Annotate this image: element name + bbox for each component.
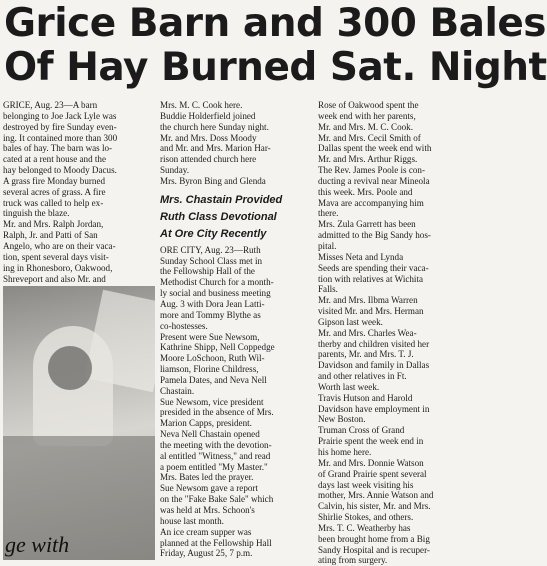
text-line: Mrs. Zula Garrett has been: [318, 219, 416, 230]
text-line: Shirlie Stokes, and others.: [318, 512, 414, 523]
text-line: Mrs. Byron Bing and Glenda: [160, 175, 266, 186]
text-line: and other relatives in Ft.: [318, 371, 407, 382]
headline-line-2: Of Hay Burned Sat. Night: [4, 45, 547, 90]
text-line: Pamela Dates, and Neva Nell: [160, 374, 267, 385]
text-line: Neva Nell Chastain opened: [160, 429, 260, 440]
text-line: Truman Cross of Grand: [318, 425, 405, 436]
news-photo: [3, 286, 155, 560]
text-line: Rose of Oakwood spent the: [318, 100, 419, 110]
text-line: A grass fire Monday burned: [3, 175, 106, 186]
text-line: the meeting with the devotion-: [160, 439, 272, 450]
text-line: bales of hay. The barn was lo-: [3, 143, 113, 154]
text-line: Buddie Holderfield joined: [160, 110, 256, 121]
text-line: Kathrine Shipp, Nell Coppedge: [160, 342, 275, 353]
text-line: Prairie spent the week end in: [318, 436, 424, 447]
text-line: been brought home from a Big: [318, 533, 430, 544]
text-line: on the "Fake Bake Sale" which: [160, 494, 274, 505]
article-column-3: [318, 100, 471, 566]
subheadline-line-1: Mrs. Chastain Provided: [160, 193, 283, 206]
text-line: ORE CITY, Aug. 23—Ruth: [160, 244, 261, 255]
text-line: Worth last week.: [318, 381, 380, 392]
text-line: An ice cream supper was: [160, 526, 252, 537]
text-line: a poem entitled "My Master.": [160, 461, 268, 472]
text-line: Mr. and Mrs. Cecil Smith of: [318, 132, 421, 143]
article-column-1: [3, 100, 151, 284]
text-line: belonging to Joe Jack Lyle was: [3, 110, 117, 121]
text-line: Mr. and Mrs. Doss Moody: [160, 132, 257, 143]
text-line: the Fellowship Hall of the: [160, 266, 255, 277]
text-line: Misses Neta and Lynda: [318, 251, 404, 262]
text-line: Sandy Hospital and is recuper-: [318, 544, 430, 555]
text-line: Calvin, his sister, Mr. and Mrs.: [318, 501, 431, 512]
text-line: his home here.: [318, 447, 372, 457]
text-line: truck was called to help ex-: [3, 197, 104, 208]
text-line: Mrs. Bates led the prayer.: [160, 472, 254, 483]
text-line: and Mr. and Mrs. Marion Har-: [160, 143, 271, 154]
text-line: there.: [318, 208, 339, 219]
text-line: ating from surgery.: [318, 555, 388, 566]
subheadline-line-2: Ruth Class Devotional: [160, 210, 277, 223]
text-line: therby and children visited her: [318, 338, 430, 349]
photo-caption: ge with: [5, 532, 70, 557]
text-line: Mr. and Mrs. Ilbma Warren: [318, 295, 418, 306]
text-line: was held at Mrs. Schoon's: [160, 505, 255, 515]
text-line: presided in the absence of Mrs.: [160, 407, 274, 418]
text-line: Marion Capps, president.: [160, 418, 252, 429]
text-line: Present were Sue Newsom,: [160, 331, 260, 342]
text-line: Davidson have employment in: [318, 403, 430, 414]
text-line: liamson, Florine Childress,: [160, 364, 259, 375]
article-column-2: [160, 100, 312, 559]
text-line: Davidson and family in Dallas: [318, 360, 430, 371]
text-line: Aug. 3 with Dora Jean Latti-: [160, 298, 265, 309]
text-line: tinguish the blaze.: [3, 208, 70, 219]
photo-figure-head: [48, 346, 92, 390]
text-line: Sue Newsom, vice president: [160, 396, 264, 407]
text-line: Travis Hutson and Harold: [318, 392, 413, 403]
text-line: The Rev. James Poole is con-: [318, 165, 425, 176]
text-line: Sunday School Class met in: [160, 255, 263, 266]
text-line: ing in Rhonesboro, Oakwood,: [3, 262, 113, 273]
text-line: tion with relatives at Wichita: [318, 273, 424, 284]
text-line: Mr. and Mrs. Charles Wea-: [318, 327, 417, 338]
text-line: Mr. and Mrs. Donnie Watson: [318, 457, 424, 468]
text-line: New Boston.: [318, 414, 366, 425]
text-line: admitted to the Big Sandy hos-: [318, 230, 431, 241]
text-line: GRICE, Aug. 23—A barn: [3, 100, 98, 110]
text-line: more and Tommy Blythe as: [160, 309, 261, 320]
text-line: Moore LoSchoon, Ruth Wil-: [160, 353, 265, 364]
text-line: ing. It contained more than 300: [3, 132, 118, 143]
text-line: cated at a rent house and the: [3, 154, 107, 165]
text-line: week end with her parents,: [318, 110, 416, 121]
text-line: several acres of grass. A fire: [3, 186, 106, 197]
text-line: planned at the Fellowship Hall: [160, 537, 272, 548]
text-line: Dallas spent the week end with: [318, 143, 432, 154]
text-line: rison attended church here: [160, 154, 257, 165]
text-line: Methodist Church for a month-: [160, 277, 274, 288]
headline-line-1: Grice Barn and 300 Bales: [4, 1, 547, 46]
text-line: co-hostesses.: [160, 320, 208, 331]
text-line: of Grand Prairie spent several: [318, 468, 427, 479]
text-line: Shreveport and also Mr. and: [3, 273, 106, 284]
headline: [4, 1, 547, 90]
text-line: Chastain.: [160, 385, 195, 396]
text-line: Angelo, who are on their vaca-: [3, 240, 116, 251]
text-line: Falls.: [318, 284, 338, 295]
text-line: Gipson last week.: [318, 316, 383, 327]
text-line: Mr. and Mrs. Arthur Riggs.: [318, 154, 418, 165]
text-line: this week. Mrs. Poole and: [318, 186, 413, 197]
text-line: al entitled "Witness," and read: [160, 450, 271, 461]
text-line: Mava are accompanying him: [318, 197, 424, 208]
text-line: Sue Newsom gave a report: [160, 483, 258, 494]
text-line: Seeds are spending their vaca-: [318, 262, 429, 273]
text-line: Mrs. T. C. Weatherby has: [318, 522, 411, 533]
text-line: destroyed by fire Sunday even-: [3, 121, 117, 132]
text-line: parents, Mr. and Mrs. T. J.: [318, 349, 414, 360]
text-line: the church here Sunday night.: [160, 121, 269, 132]
subheadline: [160, 193, 312, 241]
text-line: mother, Mrs. Annie Watson and: [318, 490, 434, 501]
text-line: visited Mr. and Mrs. Herman: [318, 306, 424, 317]
text-line: tion, spent several days visit-: [3, 251, 109, 262]
text-line: ly social and business meeting: [160, 288, 271, 299]
text-line: hay belonged to Moody Dacus.: [3, 165, 117, 176]
text-line: Sunday.: [160, 165, 189, 176]
text-line: Ralph, Jr. and Patti of San: [3, 230, 98, 241]
text-line: days last week visiting his: [318, 479, 414, 490]
text-line: Mr. and Mrs. Ralph Jordan,: [3, 219, 104, 230]
text-line: pital.: [318, 240, 337, 251]
text-line: Mr. and Mrs. M. C. Cook.: [318, 121, 413, 132]
text-line: ducting a revival near Mineola: [318, 175, 430, 186]
text-line: Friday, August 25, 7 p.m.: [160, 548, 253, 559]
text-line: Mrs. M. C. Cook here.: [160, 100, 243, 110]
text-line: house last month.: [160, 515, 224, 526]
subheadline-line-3: At Ore City Recently: [160, 227, 267, 240]
